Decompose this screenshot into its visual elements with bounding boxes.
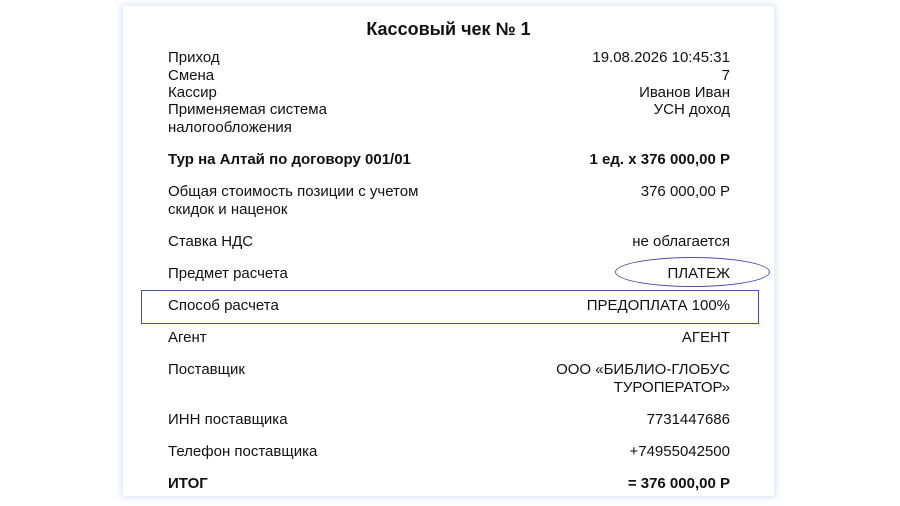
item-total-label-line2: скидок и наценок (168, 201, 288, 218)
income-datetime: 19.08.2026 10:45:31 (592, 49, 730, 66)
method-highlight-box (141, 290, 759, 324)
item-total-value: 376 000,00 Р (640, 183, 730, 200)
tax-system-value: УСН доход (653, 101, 730, 118)
vat-value: не облагается (632, 233, 730, 250)
tax-system-label (168, 101, 327, 137)
agent-value: АГЕНТ (681, 329, 730, 346)
phone-value: +74955042500 (629, 443, 730, 460)
item-name: Тур на Алтай по договору 001/01 (168, 151, 411, 168)
receipt-title: Кассовый чек № 1 (366, 19, 531, 39)
supplier-value (556, 361, 730, 397)
inn-label: ИНН поставщика (168, 411, 288, 428)
tax-system-label-line2: налогообложения (168, 119, 292, 136)
shift-value: 7 (721, 67, 730, 84)
method-value: ПРЕДОПЛАТА 100% (586, 297, 730, 314)
vat-label: Ставка НДС (168, 233, 254, 250)
agent-label: Агент (168, 329, 207, 346)
total-value: = 376 000,00 Р (627, 475, 730, 492)
phone-label: Телефон поставщика (168, 443, 318, 460)
income-label: Приход (168, 49, 220, 66)
receipt (123, 6, 774, 496)
shift-label: Смена (168, 67, 215, 84)
supplier-value-line2: ТУРОПЕРАТОР» (613, 379, 730, 396)
item-total-label-line1: Общая стоимость позиции с учетом (168, 183, 419, 200)
subject-highlight-oval (615, 257, 770, 287)
supplier-label: Поставщик (168, 361, 245, 378)
total-label: ИТОГ (168, 475, 208, 492)
tax-system-label-line1: Применяемая система (168, 101, 327, 118)
cashier-label: Кассир (168, 84, 217, 101)
subject-value: ПЛАТЕЖ (667, 265, 730, 282)
cashier-value: Иванов Иван (639, 84, 730, 101)
inn-value: 7731447686 (646, 411, 730, 428)
item-total-label (168, 183, 418, 219)
method-label: Способ расчета (168, 297, 279, 314)
item-qty-price: 1 ед. х 376 000,00 Р (589, 151, 730, 168)
subject-label: Предмет расчета (168, 265, 288, 282)
supplier-value-line1: ООО «БИБЛИО-ГЛОБУС (556, 361, 730, 378)
